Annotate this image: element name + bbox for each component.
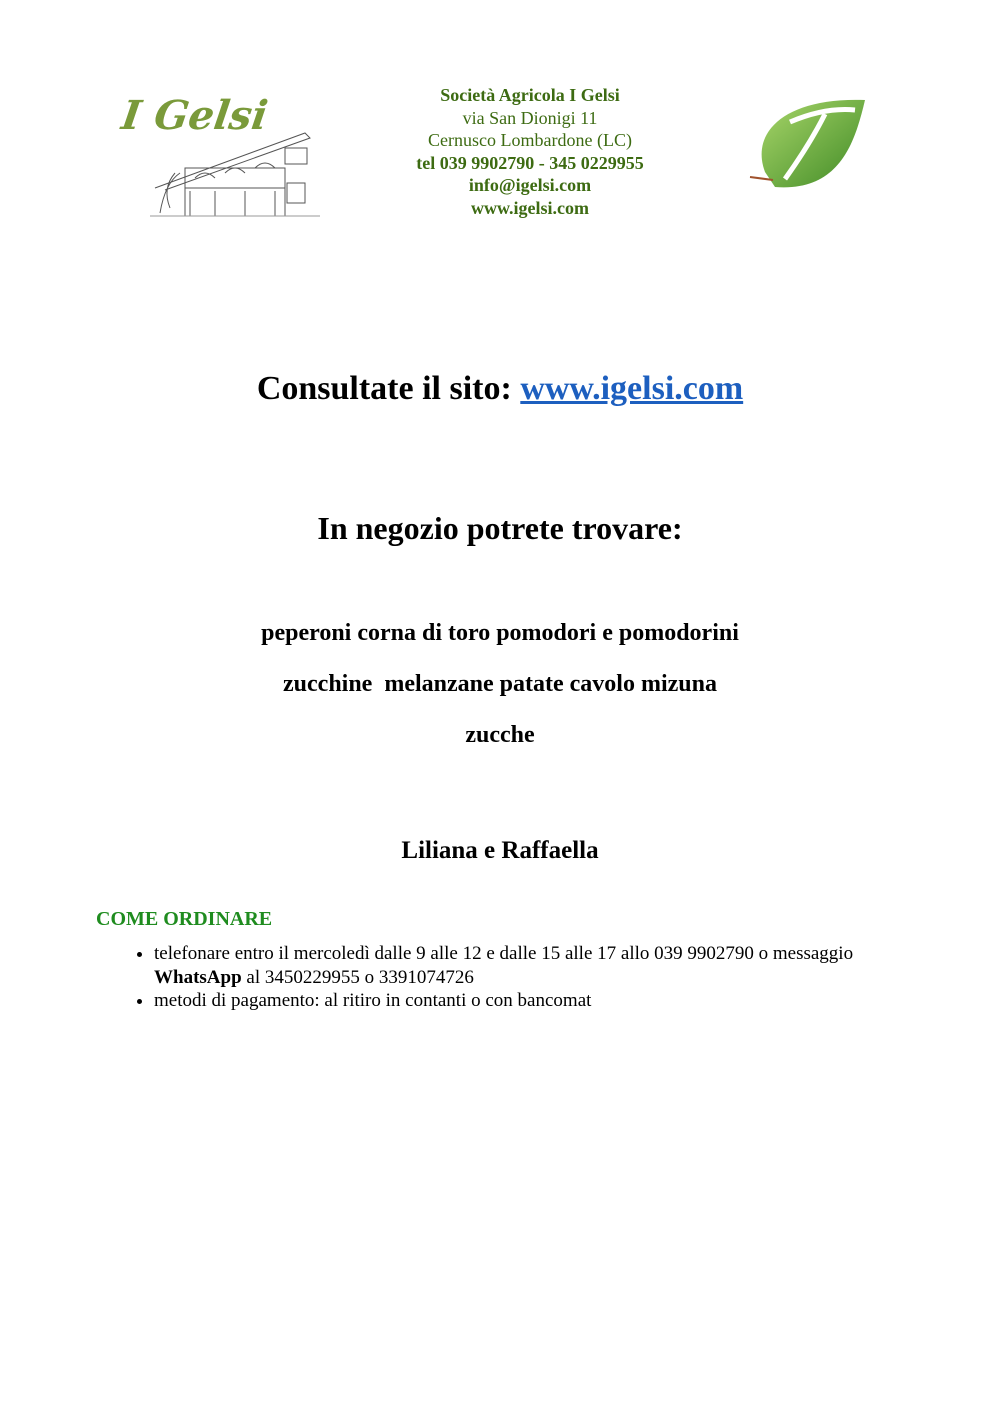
order-title: COME ORDINARE bbox=[96, 908, 273, 930]
whatsapp-label: WhatsApp bbox=[154, 966, 242, 988]
order-item-text: al 3450229955 o 3391074726 bbox=[241, 966, 474, 988]
company-phone: tel 039 9902790 - 345 0229955 bbox=[416, 152, 644, 173]
company-header bbox=[380, 84, 680, 219]
shop-title: In negozio potrete trovare: bbox=[317, 510, 683, 546]
company-city: Cernusco Lombardone (LC) bbox=[428, 130, 632, 150]
order-item: • metodi di pagamento: al ritiro in contanti o con bancomat bbox=[154, 989, 924, 1013]
leaf-logo-icon bbox=[745, 92, 870, 197]
order-list bbox=[132, 942, 924, 1013]
site-line bbox=[0, 370, 1000, 408]
order-item-text: telefonare entro il mercoledì dalle 9 alle 12 e dalle 15 alle 17 allo 039 9902790 o messaggio bbox=[154, 943, 854, 964]
product-line: zucchine melanzane patate cavolo mizuna bbox=[283, 671, 717, 697]
company-email: info@igelsi.com bbox=[468, 175, 592, 195]
signature: Liliana e Raffaella bbox=[401, 837, 599, 864]
farmhouse-sketch-icon bbox=[145, 128, 325, 220]
site-link[interactable]: www.igelsi.com bbox=[520, 370, 744, 407]
order-item bbox=[154, 942, 924, 989]
company-name: Società Agricola I Gelsi bbox=[440, 85, 620, 105]
product-line: zucche bbox=[465, 722, 535, 748]
i-gelsi-logo-text: I Gelsi bbox=[118, 92, 271, 139]
site-label: Consultate il sito: bbox=[256, 370, 521, 407]
company-address: via San Dionigi 11 bbox=[462, 107, 598, 128]
product-line: peperoni corna di toro pomodori e pomodorini bbox=[261, 620, 739, 646]
company-website: www.igelsi.com bbox=[471, 197, 589, 218]
